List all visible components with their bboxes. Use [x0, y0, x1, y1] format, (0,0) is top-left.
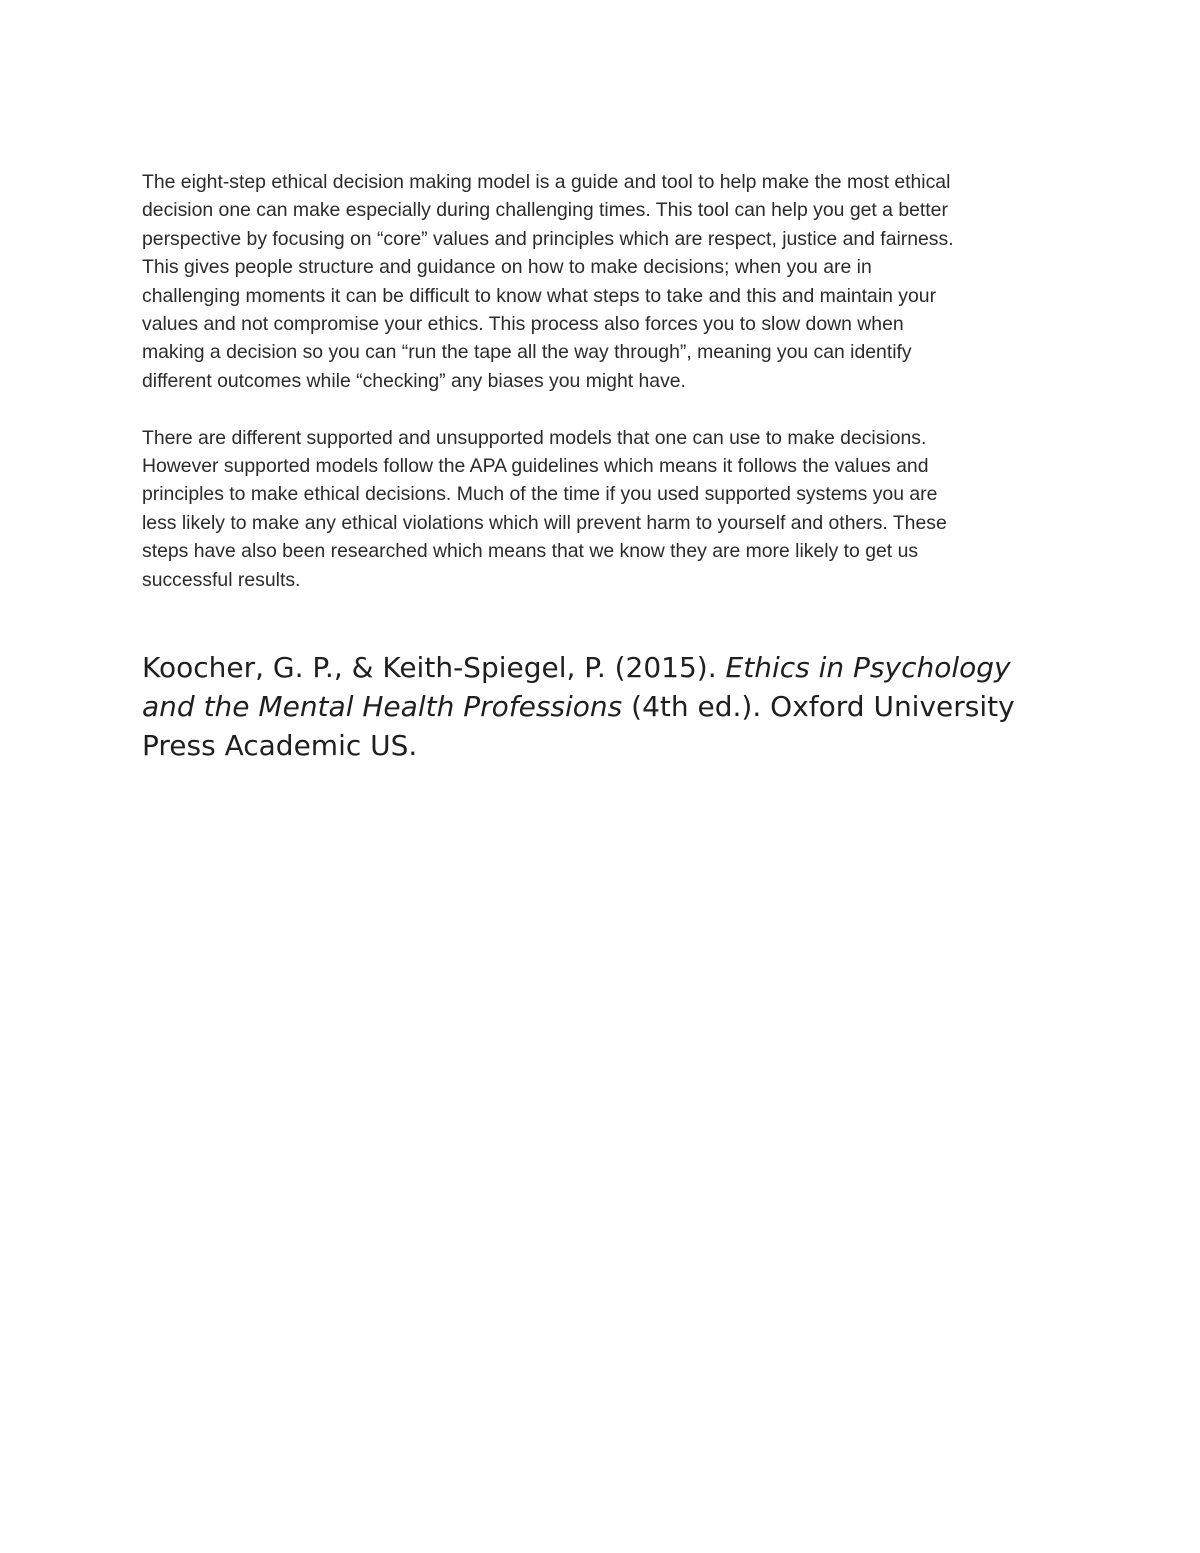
paragraph-line: making a decision so you can “run the tape all the way through”, meaning you can identify — [142, 341, 912, 364]
paragraph-line: The eight-step ethical decision making model is a guide and tool to help make the most ethical — [142, 171, 951, 193]
paragraph-line: steps have also been researched which means that we know they are more likely to get us — [142, 540, 919, 563]
citation-edition-publisher: (4th ed.). Oxford University — [622, 690, 1015, 723]
paragraph-line: However supported models follow the APA guidelines which means it follows the values and — [142, 455, 929, 478]
paragraph-line: perspective by focusing on “core” values and principles which are respect, justice and fairness. — [142, 227, 954, 250]
paragraph-line: less likely to make any ethical violations which will prevent harm to yourself and others. These — [142, 511, 947, 534]
paragraph-2 — [142, 424, 1062, 594]
paragraph-line: There are different supported and unsupported models that one can use to make decisions. — [142, 426, 927, 449]
paragraph-line: successful results. — [142, 568, 301, 591]
paragraph-line: challenging moments it can be difficult to know what steps to take and this and maintain your — [142, 284, 937, 307]
citation-authors-year: Koocher, G. P., & Keith-Spiegel, P. (2015). — [142, 651, 726, 684]
paragraph-line: values and not compromise your ethics. This process also forces you to slow down when — [142, 313, 904, 336]
citation-line-2 — [142, 687, 1102, 726]
document-body — [142, 168, 1062, 594]
citation-line-3 — [142, 726, 1102, 765]
paragraph-line: This gives people structure and guidance on how to make decisions; when you are in — [142, 256, 872, 279]
paragraph-line: different outcomes while “checking” any biases you might have. — [142, 369, 686, 392]
paragraph-line: principles to make ethical decisions. Much of the time if you used supported systems you are — [142, 483, 938, 506]
citation-title-part1: Ethics in Psychology — [725, 651, 1011, 684]
citation-title-part2: and the Mental Health Professions — [142, 690, 623, 723]
paragraph-1 — [142, 168, 1062, 395]
paragraph-line: decision one can make especially during challenging times. This tool can help you get a better — [142, 199, 948, 222]
citation-line-1 — [142, 648, 1102, 687]
citation-publisher-end: Press Academic US. — [142, 729, 418, 762]
reference-citation — [142, 648, 1102, 765]
